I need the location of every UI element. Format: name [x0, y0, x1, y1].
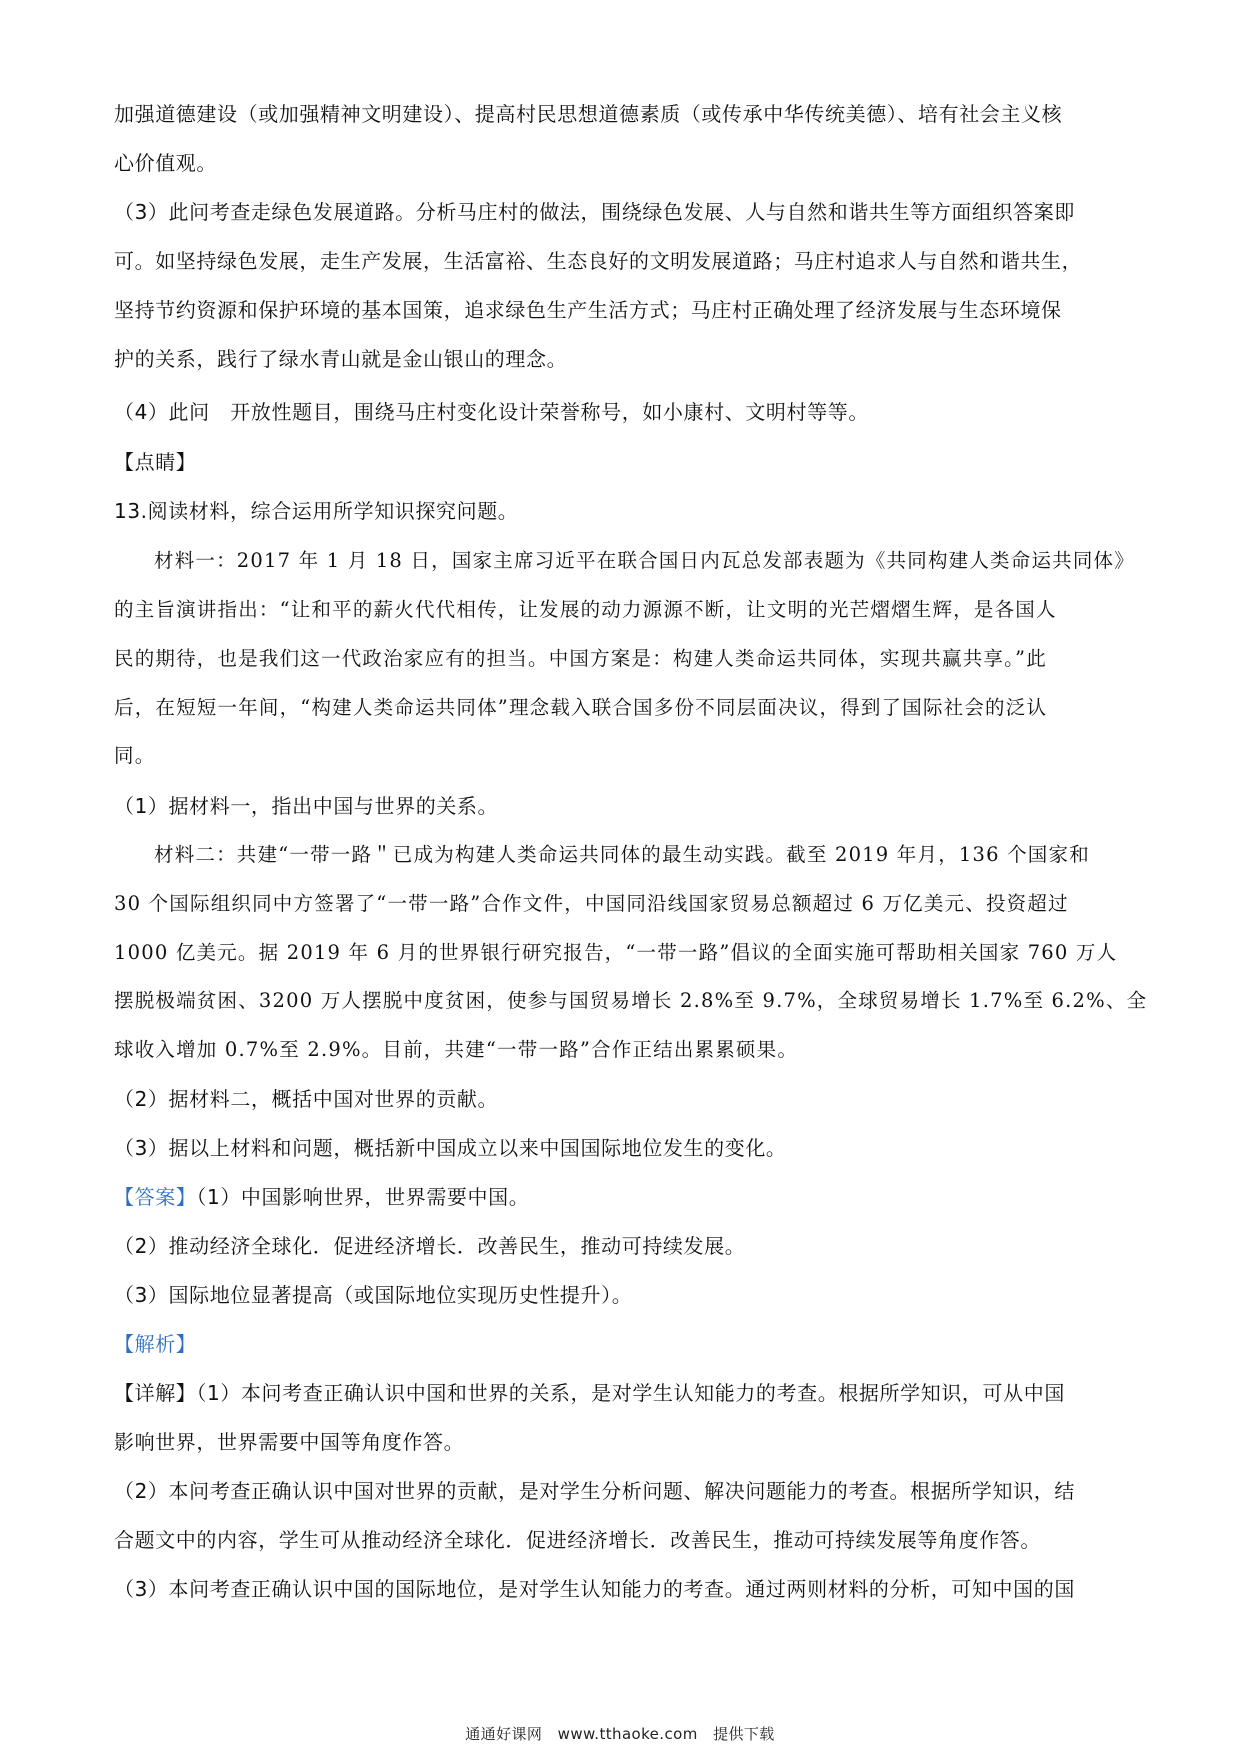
material-text-line: 民的期待，也是我们这一代政治家应有的担当。中国方案是：构建人类命运共同体，实现共赢共享。”此 [114, 647, 1047, 670]
question-2: （2）据材料二，概括中国对世界的贡献。 [114, 1087, 499, 1111]
text-line: （3）此问考查走绿色发展道路。分析马庄村的做法，围绕绿色发展、人与自然和谐共生等方面组织答案即 [114, 200, 1075, 224]
question-13-title: 13.阅读材料，综合运用所学知识探究问题。 [114, 499, 519, 523]
question-3: （3）据以上材料和问题，概括新中国成立以来中国国际地位发生的变化。 [114, 1136, 787, 1160]
text-line: 坚持节约资源和保护环境的基本国策，追求绿色生产生活方式；马庄村正确处理了经济发展与生态环境保 [114, 298, 1062, 322]
material-text-line: 材料二：共建“一带一路＂已成为构建人类命运共同体的最生动实践。截至 2019 年月，136 个国家和 [154, 843, 1090, 866]
question-1: （1）据材料一，指出中国与世界的关系。 [114, 794, 499, 818]
text-line: 心价值观。 [114, 151, 217, 175]
answer-text: （1）中国影响世界，世界需要中国。 [196, 1185, 530, 1209]
answer-label: 【答案】 [114, 1185, 197, 1209]
text-line: 可。如坚持绿色发展，走生产发展，生活富裕、生态良好的文明发展道路；马庄村追求人与自然和谐共生， [114, 249, 1083, 273]
material-text-line: 30 个国际组织同中方签署了“一带一路”合作文件，中国同沿线国家贸易总额超过 6 万亿美元、投资超过 [114, 892, 1069, 915]
answer-line [114, 1182, 1126, 1212]
material-text-line: 同。 [114, 744, 156, 767]
explanation-line: 影响世界，世界需要中国等角度作答。 [114, 1430, 465, 1454]
material-text-line: 摆脱极端贫困、3200 万人摆脱中度贫困，使参与国贸易增长 2.8%至 9.7%，全球贸易增长 1.7%至 6.2%、全 [114, 989, 1148, 1012]
material-text-line: 材料一：2017 年 1 月 18 日，国家主席习近平在联合国日内瓦总发部表题为《共同构建人类命运共同体》 [154, 549, 1135, 572]
explanation-line: 【详解】（1）本问考查正确认识中国和世界的关系，是对学生认知能力的考查。根据所学知识，可从中国 [114, 1381, 1065, 1405]
answer-line: （3）国际地位显著提高（或国际地位实现历史性提升）。 [114, 1283, 633, 1307]
section-label-dianjing: 【点睛】 [114, 450, 197, 474]
material-text-line: 1000 亿美元。据 2019 年 6 月的世界银行研究报告，“一带一路”倡议的全面实施可帮助相关国家 760 万人 [114, 941, 1118, 964]
analysis-label: 【解析】 [114, 1332, 197, 1356]
material-text-line: 球收入增加 0.7%至 2.9%。目前，共建“一带一路”合作正结出累累硕果。 [114, 1038, 799, 1061]
text-line: 护的关系，践行了绿水青山就是金山银山的理念。 [114, 347, 568, 371]
explanation-line: （2）本问考查正确认识中国对世界的贡献，是对学生分析问题、解决问题能力的考查。根据所学知识，结 [114, 1479, 1075, 1503]
explanation-line: （3）本问考查正确认识中国的国际地位，是对学生认知能力的考查。通过两则材料的分析，可知中国的国 [114, 1577, 1075, 1601]
material-text-line: 的主旨演讲指出：“让和平的薪火代代相传，让发展的动力源源不断，让文明的光芒熠熠生辉，是各国人 [114, 598, 1057, 621]
text-line: （4）此问 开放性题目，围绕马庄村变化设计荣誉称号，如小康村、文明村等等。 [114, 400, 869, 424]
answer-line: （2）推动经济全球化．促进经济增长．改善民生，推动可持续发展。 [114, 1234, 746, 1258]
explanation-line: 合题文中的内容，学生可从推动经济全球化．促进经济增长．改善民生，推动可持续发展等角度作答。 [114, 1528, 1041, 1552]
text-line: 加强道德建设（或加强精神文明建设）、提高村民思想道德素质（或传承中华传统美德）、培有社会主义核 [114, 102, 1063, 126]
material-text-line: 后，在短短一年间，“构建人类命运共同体”理念载入联合国多份不同层面决议，得到了国际社会的泛认 [114, 696, 1048, 719]
page-footer: 通通好课网 www.tthaoke.com 提供下载 [465, 1725, 775, 1743]
